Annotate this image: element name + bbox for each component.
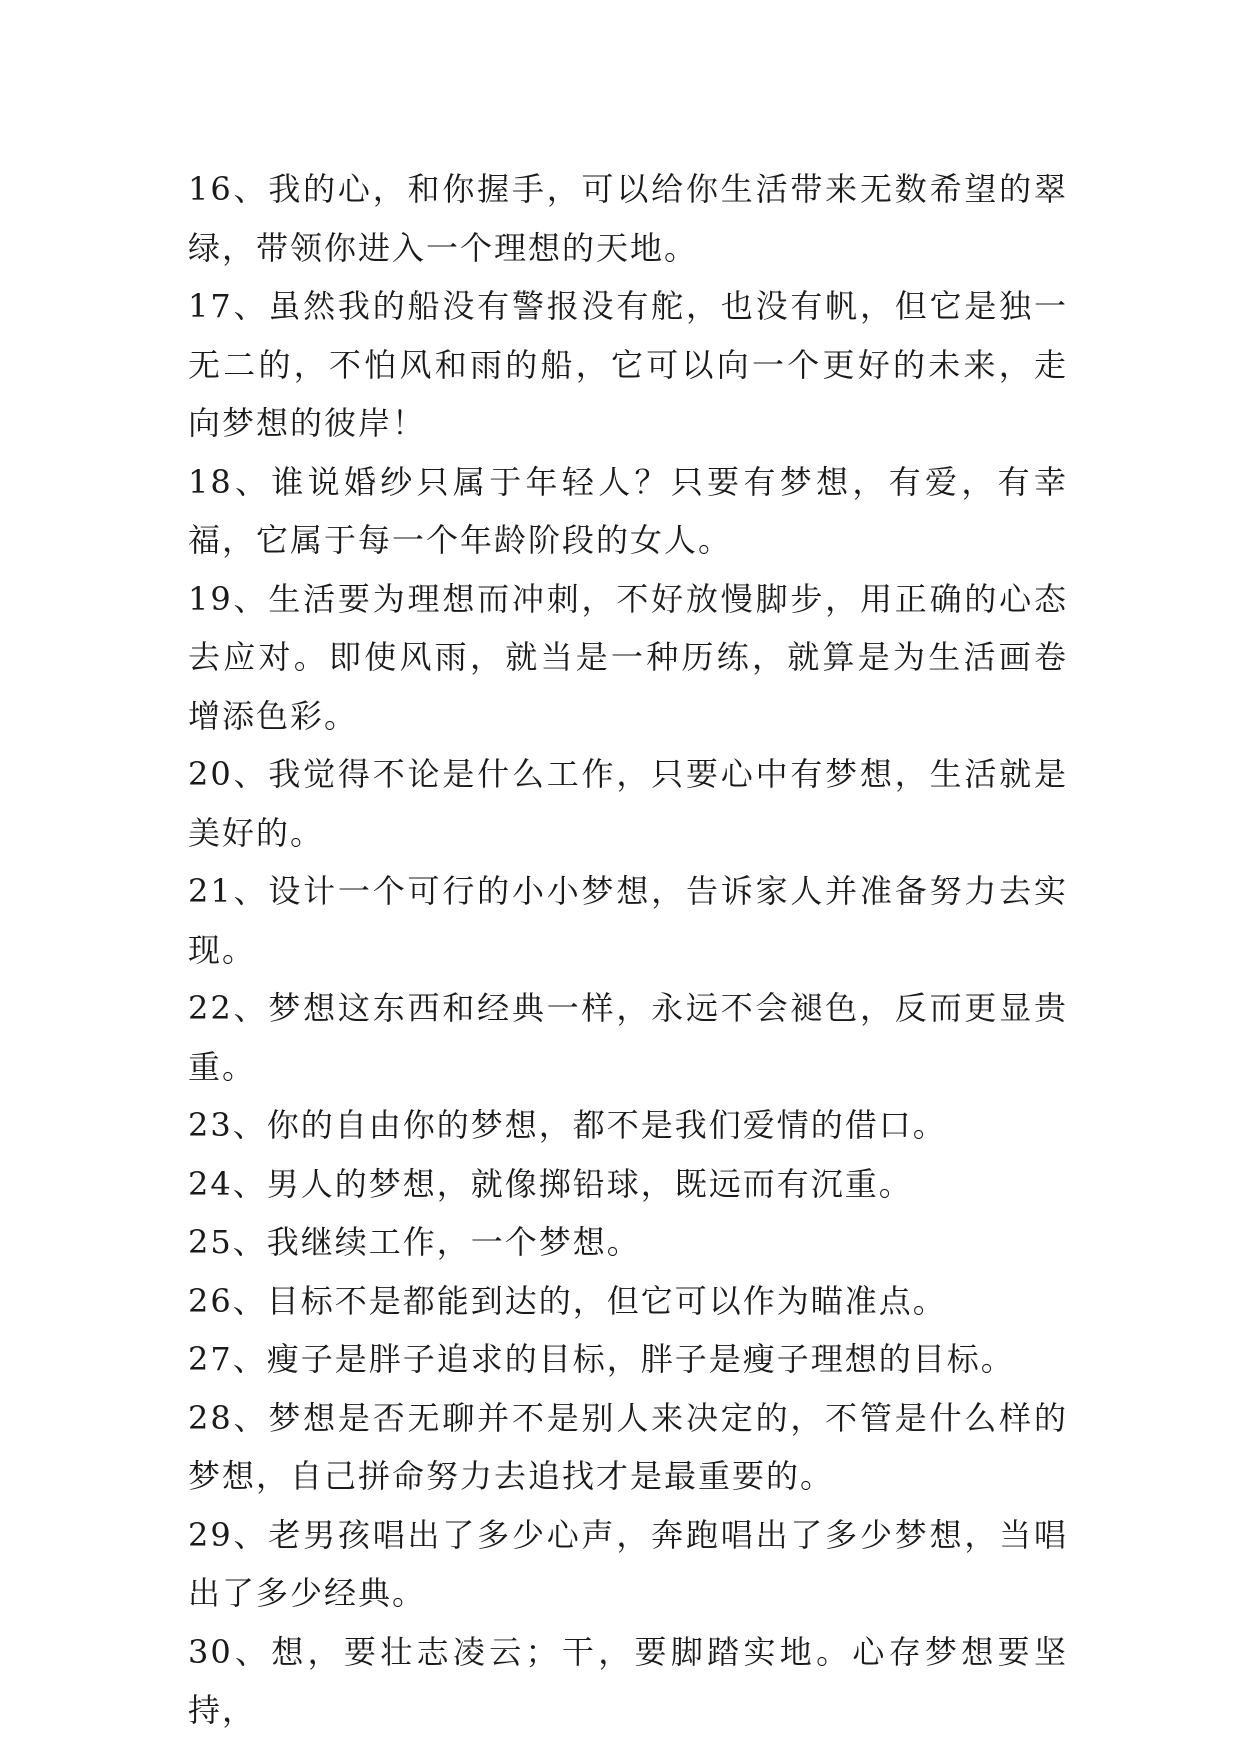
paragraph-27: 27、瘦子是胖子追求的目标，胖子是瘦子理想的目标。 bbox=[188, 1340, 1015, 1378]
paragraph-16: 16、我的心，和你握手，可以给你生活带来无数希望的翠绿，带领你进入一个理想的天地。 bbox=[188, 170, 1068, 267]
paragraph-26: 26、目标不是都能到达的，但它可以作为瞄准点。 bbox=[188, 1281, 947, 1320]
paragraph-23: 23、你的自由你的梦想，都不是我们爱情的借口。 bbox=[188, 1106, 947, 1144]
paragraph-24: 24、男人的梦想，就像掷铅球，既远而有沉重。 bbox=[188, 1164, 913, 1203]
paragraph-25: 25、我继续工作，一个梦想。 bbox=[188, 1223, 641, 1261]
paragraph-17: 17、虽然我的船没有警报没有舵，也没有帆，但它是独一无二的，不怕风和雨的船，它可以向一个更好的未来，走向梦想的彼岸！ bbox=[188, 287, 1068, 442]
paragraph-20: 20、我觉得不论是什么工作，只要心中有梦想，生活就是美好的。 bbox=[188, 755, 1068, 852]
paragraph-21: 21、设计一个可行的小小梦想，告诉家人并准备努力去实现。 bbox=[188, 872, 1068, 969]
paragraph-29: 29、老男孩唱出了多少心声，奔跑唱出了多少梦想，当唱出了多少经典。 bbox=[188, 1515, 1068, 1612]
paragraph-28: 28、梦想是否无聊并不是别人来决定的，不管是什么样的梦想，自己拼命努力去追找才是最重要的。 bbox=[188, 1398, 1068, 1495]
document-body bbox=[188, 160, 1068, 1740]
paragraph-19: 19、生活要为理想而冲刺，不好放慢脚步，用正确的心态去应对。即使风雨，就当是一种历练，就算是为生活画卷增添色彩。 bbox=[188, 579, 1068, 735]
paragraph-30: 30、想，要壮志凌云；干，要脚踏实地。心存梦想要坚持， bbox=[188, 1632, 1068, 1729]
paragraph-22: 22、梦想这东西和经典一样，永远不会褪色，反而更显贵重。 bbox=[188, 989, 1068, 1086]
paragraph-18: 18、谁说婚纱只属于年轻人？只要有梦想，有爱，有幸福，它属于每一个年龄阶段的女人。 bbox=[188, 462, 1068, 559]
